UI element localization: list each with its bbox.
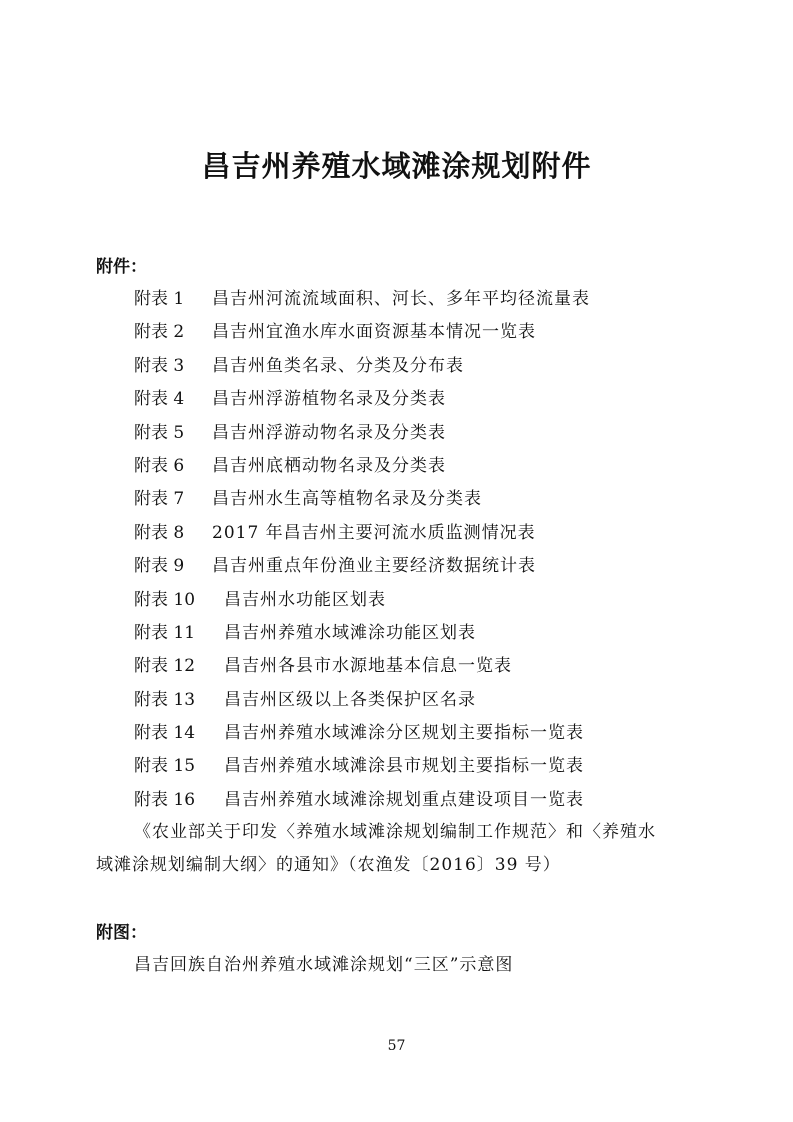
list-item	[134, 316, 590, 349]
page-title: 昌吉州养殖水域滩涂规划附件	[201, 149, 592, 183]
attachment-number: 附表 6	[134, 455, 185, 476]
list-item	[134, 584, 590, 617]
attachment-number: 附表 4	[134, 389, 185, 410]
attachment-name: 昌吉州底栖动物名录及分类表	[212, 455, 446, 476]
list-item	[134, 283, 590, 316]
list-item	[134, 550, 590, 583]
notice-reference: 《农业部关于印发〈养殖水域滩涂规划编制工作规范〉和〈养殖水域滩涂规划编制大纲〉的通知》（农渔发〔2016〕39 号）	[96, 822, 656, 875]
figures-heading: 附图：	[96, 923, 147, 943]
attachment-number: 附表 3	[134, 355, 185, 376]
list-item	[134, 650, 590, 683]
attachment-name: 昌吉州各县市水源地基本信息一览表	[224, 656, 512, 677]
attachment-name: 昌吉州区级以上各类保护区名录	[224, 689, 476, 710]
attachment-number: 附表 15	[134, 756, 196, 777]
attachment-number: 附表 14	[134, 723, 196, 744]
list-item	[134, 750, 590, 783]
attachment-number: 附表 5	[134, 422, 185, 443]
list-item	[134, 417, 590, 450]
attachment-number: 附表 16	[134, 789, 196, 810]
attachments-heading: 附件：	[96, 257, 147, 277]
attachment-name: 昌吉州浮游植物名录及分类表	[212, 389, 446, 410]
list-item	[134, 784, 590, 817]
list-item	[134, 450, 590, 483]
attachment-name: 昌吉州河流流域面积、河长、多年平均径流量表	[212, 289, 590, 309]
attachment-number: 附表 12	[134, 656, 196, 677]
attachment-name: 2017 年昌吉州主要河流水质监测情况表	[212, 522, 536, 543]
list-item	[134, 350, 590, 383]
attachment-number: 附表 9	[134, 556, 185, 577]
list-item	[134, 717, 590, 750]
attachment-name: 昌吉州宜渔水库水面资源基本情况一览表	[212, 322, 536, 343]
page-number: 57	[387, 1038, 406, 1054]
attachment-number: 附表 13	[134, 689, 196, 710]
list-item	[134, 483, 590, 516]
attachment-name: 昌吉州重点年份渔业主要经济数据统计表	[212, 556, 536, 577]
attachment-number: 附表 11	[134, 622, 196, 643]
list-item	[134, 617, 590, 650]
attachment-number: 附表 8	[134, 522, 185, 543]
attachment-name: 昌吉州水功能区划表	[224, 589, 386, 610]
list-item	[134, 517, 590, 550]
attachment-number: 附表 2	[134, 322, 185, 343]
attachment-name: 昌吉州水生高等植物名录及分类表	[212, 489, 482, 510]
attachment-name: 昌吉州养殖水域滩涂分区规划主要指标一览表	[224, 723, 584, 744]
attachment-list	[134, 283, 590, 817]
attachment-name: 昌吉州养殖水域滩涂功能区划表	[224, 622, 476, 643]
list-item	[134, 383, 590, 416]
attachment-name: 昌吉州浮游动物名录及分类表	[212, 422, 446, 443]
attachment-number: 附表 10	[134, 589, 196, 610]
attachment-name: 昌吉州养殖水域滩涂县市规划主要指标一览表	[224, 756, 584, 777]
attachment-name: 昌吉州鱼类名录、分类及分布表	[212, 355, 464, 376]
attachment-name: 昌吉州养殖水域滩涂规划重点建设项目一览表	[224, 789, 584, 810]
attachment-number: 附表 7	[134, 489, 185, 510]
attachment-number: 附表 1	[134, 289, 185, 309]
figure-item: 昌吉回族自治州养殖水域滩涂规划“三区”示意图	[134, 955, 514, 975]
list-item	[134, 684, 590, 717]
